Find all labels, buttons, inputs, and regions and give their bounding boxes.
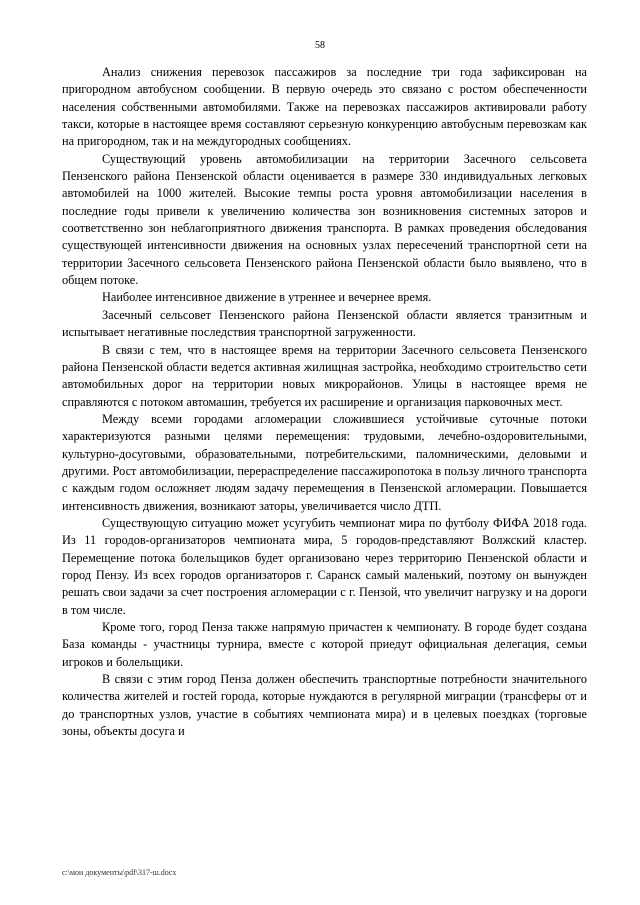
paragraph-4: Засечный сельсовет Пензенского района Пензенской области является транзитным и испытывает негативные последствия транспортной загруженности. — [62, 307, 587, 340]
document-body — [62, 64, 587, 740]
paragraph-9: В связи с этим город Пенза должен обеспечить транспортные потребности значительного количества жителей и гостей города, которые нуждаются в регулярной миграции (трансферы от и до транспортных узлов, участие в событиях чемпионата мира) и в целевых поездках (торговые зоны, объекты досуга и — [62, 672, 587, 739]
paragraph-7: Существующую ситуацию может усугубить чемпионат мира по футболу ФИФА 2018 года. Из 11 городов-организаторов чемпионата мира, 5 городов-представляют Волжский кластер. Перемещение потока болельщиков будет организовано через территорию Пензенской области и город Пензу. Из всех городов организаторов г. Саранск самый маленький, поэтому он вынужден решать свои задачи за счет построения агломерации с г. Пензой, что увеличит нагрузку и на дороги в том числе. — [62, 515, 587, 617]
paragraph-3: Наиболее интенсивное движение в утреннее и вечернее время. — [102, 290, 432, 305]
paragraph-6: Между всеми городами агломерации сложившиеся устойчивые суточные потоки характеризуются разными целями перемещения: трудовыми, лечебно-оздоровительными, культурно-досуговыми, образовательными, потребительскими, паломническими, деловыми и другими. Рост автомобилизации, перераспределение пассажиропотока в пользу личного транспорта с каждым годом осложняет людям задачу перемещения в Пензенской агломерации. Повышается интенсивность движения, возникают заторы, увеличивается число ДТП. — [62, 411, 587, 513]
paragraph-2: Существующий уровень автомобилизации на территории Засечного сельсовета Пензенского района Пензенской области оценивается в размере 330 индивидуальных легковых автомобилей на 1000 жителей. Высокие темпы роста уровня автомобилизации населения в последние годы привели к увеличению количества зон возникновения системных заторов и соответственно зон неблагоприятного движения транспорта. В рамках проведения обследования существующей интенсивности движения на основных узлах пересечений транспортной сети на территории Засечного сельсовета Пензенского района Пензенской области было выявлено, что в общем потоке. — [62, 151, 587, 288]
page-number: 58 — [315, 40, 325, 51]
paragraph-8: Кроме того, город Пенза также напрямую причастен к чемпионату. В городе будет создана База команды - участницы турнира, вместе с которой приедут официальная делегация, семьи игроков и болельщики. — [62, 620, 587, 669]
paragraph-1: Анализ снижения перевозок пассажиров за последние три года зафиксирован на пригородном автобусном сообщении. В первую очередь это связано с ростом обеспеченности населения собственными автомобилями. Также на перевозках пассажиров активировали работу такси, которые в настоящее время составляют серьезную конкуренцию автобусным перевозкам как на пригородном, так и на междугородных сообщениях. — [62, 65, 587, 149]
footer-file-path: c:\мои документы\pdf\317-ш.docx — [62, 868, 177, 877]
paragraph-5: В связи с тем, что в настоящее время на территории Засечного сельсовета Пензенского района Пензенской области ведется активная жилищная застройка, необходимо строительство сети автомобильных дорог на территории новых микрорайонов. Улицы в настоящее время не справляются с потоком автомашин, требуется их расширение и организация парковочных мест. — [62, 342, 587, 409]
